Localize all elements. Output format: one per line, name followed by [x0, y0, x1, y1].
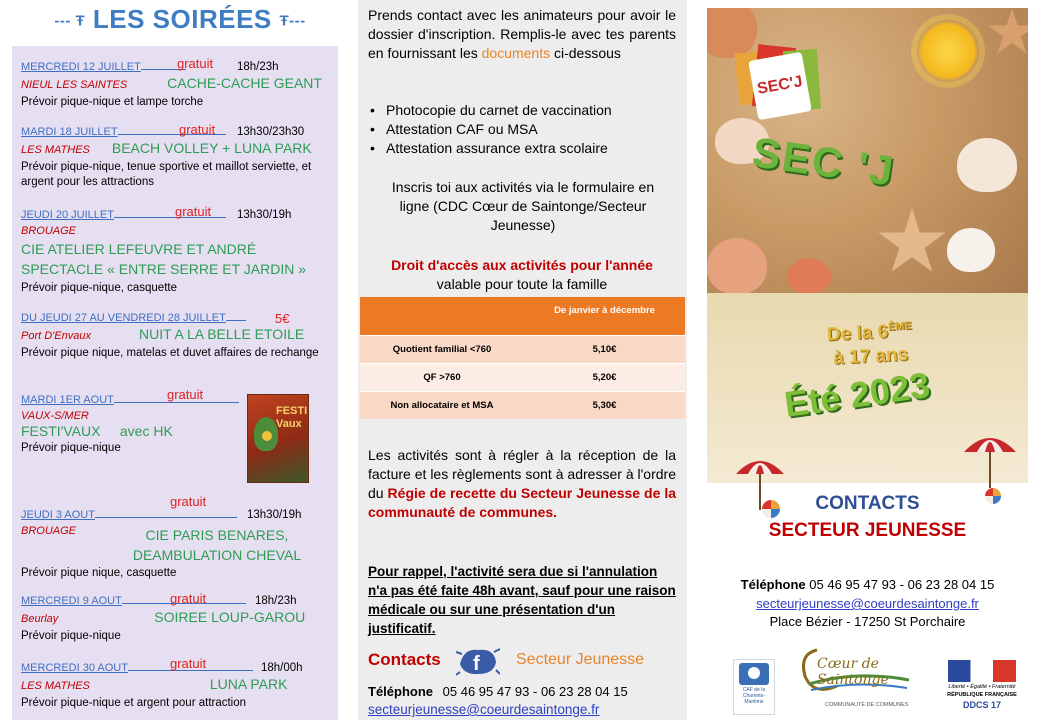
document-item: • Attestation assurance extra scolaire	[368, 139, 676, 158]
sun-icon	[917, 20, 979, 82]
table-cell: Non allocataire et MSA	[360, 391, 524, 419]
document-item: • Attestation CAF ou MSA	[368, 120, 676, 139]
svg-text:f: f	[473, 653, 480, 675]
event-time: 18h/23h	[237, 61, 279, 73]
event-note: Prévoir pique nique, casquette	[21, 567, 177, 579]
contacts-label: Contacts	[368, 650, 441, 669]
droit-acces-subtitle: valable pour toute la famille	[436, 276, 608, 292]
event-note: Prévoir pique-nique	[21, 630, 121, 642]
event-name: FESTI'VAUX avec HK	[21, 423, 173, 439]
beach-umbrella-icon	[960, 428, 1020, 490]
table-header-cell: De janvier à décembre	[524, 297, 685, 335]
event-price: gratuit	[177, 56, 214, 71]
contacts-title: CONTACTS	[815, 493, 920, 514]
telephone-label: Téléphone	[368, 684, 434, 699]
event-place: NIEUL LES SAINTES	[21, 79, 128, 91]
event-date: MERCREDI 9 AOUT	[21, 595, 122, 607]
rf-ddcs: DDCS 17	[962, 700, 1001, 710]
event-date: JEUDI 3 AOUT	[21, 509, 95, 521]
event-place: Beurlay	[21, 613, 59, 625]
table-header-row	[360, 297, 685, 335]
telephone-number: 05 46 95 47 93 - 06 23 28 04 15	[805, 577, 995, 592]
event-6	[21, 494, 337, 581]
event-date: JEUDI 20 JUILLET	[21, 209, 114, 221]
event-price: gratuit	[170, 656, 207, 671]
rf-name: RÉPUBLIQUE FRANÇAISE	[947, 692, 1017, 698]
event-name: LUNA PARK	[209, 676, 288, 692]
event-name: BEACH VOLLEY + LUNA PARK	[111, 140, 312, 156]
table-cell: 5,30€	[524, 391, 685, 419]
shell-shape	[707, 238, 767, 293]
reglement-text	[368, 446, 676, 522]
documents-list	[368, 101, 676, 158]
shell-shape	[947, 228, 995, 272]
regie-name: Régie de recette du Secteur Jeunesse de la communauté de communes.	[368, 485, 676, 520]
event-note: Prévoir pique-nique et lampe torche	[21, 96, 204, 108]
secteur-jeunesse-label: Secteur Jeunesse	[516, 651, 645, 668]
telephone-number: 05 46 95 47 93 - 06 23 28 04 15	[442, 684, 628, 699]
intro-text-end: ci-dessous	[550, 45, 621, 61]
age-line-1: De la 6	[826, 321, 889, 346]
event-name: CIE ATELIER LEFEUVRE ET ANDRÉ SPECTACLE « ENTRE SERRE ET JARDIN »	[21, 241, 306, 277]
telephone-label: Téléphone	[740, 577, 806, 592]
event-place: BROUAGE	[21, 225, 77, 237]
tarifs-table	[360, 297, 685, 419]
documents-word: documents	[481, 45, 551, 61]
rappel-text: Pour rappel, l'activité sera due si l'annulation n'a pas été faite 48h avant, sauf pour une raison médicale ou sur une présentation d'un justificatif.	[368, 564, 676, 636]
secj-logo-text: SEC'J	[755, 73, 804, 98]
shell-shape	[957, 138, 1017, 192]
event-note: Prévoir pique-nique, tenue sportive et maillot serviette, et argent pour les attractions	[21, 161, 312, 188]
event-place: BROUAGE	[21, 525, 77, 537]
event-4	[21, 311, 337, 361]
secj-title: SEC 'J	[749, 128, 899, 195]
table-row	[360, 363, 685, 391]
event-time: 18h/00h	[261, 662, 303, 674]
event-price: gratuit	[175, 204, 212, 219]
event-date: MARDI 18 JUILLET	[21, 126, 118, 138]
middle-email-link[interactable]: secteurjeunesse@coeurdesaintonge.fr	[368, 702, 600, 717]
republique-francaise-logo	[944, 660, 1020, 716]
event-7	[21, 591, 337, 644]
event-name: CIE PARIS BENARES, DEAMBULATION CHEVAL	[132, 527, 302, 563]
age-line-2: à 17 ans	[832, 344, 909, 370]
event-date: MERCREDI 12 JUILLET	[21, 61, 141, 73]
festivaux-poster	[247, 394, 309, 483]
event-note: Prévoir pique nique, matelas et duvet affaires de rechange	[21, 347, 319, 359]
event-place: VAUX-S/MER	[21, 410, 89, 422]
table-cell: 5,20€	[524, 363, 685, 391]
intro-text: Prends contact avec les animateurs pour avoir le dossier d'inscription. Remplis-le avec tes parents en fournissant les	[368, 7, 676, 61]
age-superscript: ÈME	[887, 319, 913, 334]
event-name: SOIREE LOUP-GAROU	[154, 609, 306, 625]
event-note: Prévoir pique-nique et argent pour attraction	[21, 697, 247, 709]
right-email-link[interactable]: secteurjeunesse@coeurdesaintonge.fr	[756, 596, 979, 611]
event-price: gratuit	[170, 494, 207, 509]
ete-title: Été 2023	[781, 364, 933, 425]
table-cell: Quotient familial <760	[360, 335, 524, 363]
document-item: • Photocopie du carnet de vaccination	[368, 101, 676, 120]
table-row	[360, 391, 685, 419]
event-name: CACHE-CACHE GEANT	[167, 75, 322, 91]
caf-logo-text: CAF de la Charente-Maritime	[742, 687, 766, 705]
event-2	[21, 122, 337, 190]
address: Place Bézier - 17250 St Porchaire	[769, 614, 966, 629]
droit-acces	[368, 256, 676, 294]
rf-motto: Liberté • Égalité • Fraternité	[948, 684, 1016, 690]
event-note: Prévoir pique-nique, casquette	[21, 282, 177, 294]
event-note: Prévoir pique-nique	[21, 442, 121, 454]
event-date: MARDI 1ER AOUT	[21, 394, 114, 406]
event-price: gratuit	[167, 387, 204, 402]
event-3	[21, 204, 337, 296]
event-place: Port D'Envaux	[21, 330, 91, 342]
event-place: LES MATHES	[21, 680, 90, 692]
poster-title: FESTI Vaux	[276, 405, 308, 430]
poster-character-face	[262, 431, 272, 441]
event-date: DU JEUDI 27 AU VENDREDI 28 JUILLET	[21, 312, 226, 324]
table-cell: 5,10€	[524, 335, 685, 363]
contacts-row	[368, 650, 678, 676]
event-time: 13h30/19h	[247, 509, 302, 521]
event-date: MERCREDI 30 AOUT	[21, 662, 128, 674]
event-price: 5€	[275, 311, 290, 326]
reglement-intro: Les activités sont à régler à la réception de la facture et les règlements sont à adresser à l'ordre du	[368, 447, 676, 501]
title-decoration-right: Ŧ---	[279, 12, 306, 30]
inscris-text: Inscris toi aux activités via le formulaire en ligne (CDC Cœur de Saintonge/Secteur Jeunesse)	[391, 179, 655, 233]
secteur-jeunesse-title: SECTEUR JEUNESSE	[768, 520, 967, 541]
droit-acces-title: Droit d'accès aux activités pour l'année	[391, 257, 653, 273]
starfish-shape	[987, 8, 1028, 58]
event-time: 13h30/23h30	[237, 126, 305, 138]
event-price: gratuit	[170, 591, 207, 606]
event-price: gratuit	[179, 122, 216, 137]
title-decoration-left: --- Ŧ	[54, 12, 86, 30]
starfish-shape	[877, 208, 947, 278]
coeur-de-saintonge-logo	[797, 640, 915, 716]
event-name: NUIT A LA BELLE ETOILE	[138, 326, 305, 342]
facebook-icon[interactable]	[456, 644, 500, 678]
coeur-logo-text: Cœur de Saintonge	[817, 656, 889, 688]
right-telephone	[707, 577, 1028, 592]
soirees-title	[30, 4, 330, 35]
middle-telephone	[368, 684, 678, 699]
inscription-intro	[368, 6, 676, 63]
table-header-cell	[360, 297, 524, 335]
caf-logo	[733, 659, 775, 715]
event-place: LES MATHES	[21, 144, 90, 156]
table-cell: QF >760	[360, 363, 524, 391]
event-1	[21, 56, 337, 110]
soirees-title-text: LES SOIRÉES	[92, 4, 272, 34]
secj-logo	[737, 46, 837, 124]
event-time: 18h/23h	[255, 595, 297, 607]
event-time: 13h30/19h	[237, 209, 292, 221]
coeur-logo-subtitle: COMMUNAUTÉ DE COMMUNES	[825, 702, 909, 708]
event-8	[21, 656, 337, 711]
shell-shape	[787, 258, 831, 293]
table-row	[360, 335, 685, 363]
